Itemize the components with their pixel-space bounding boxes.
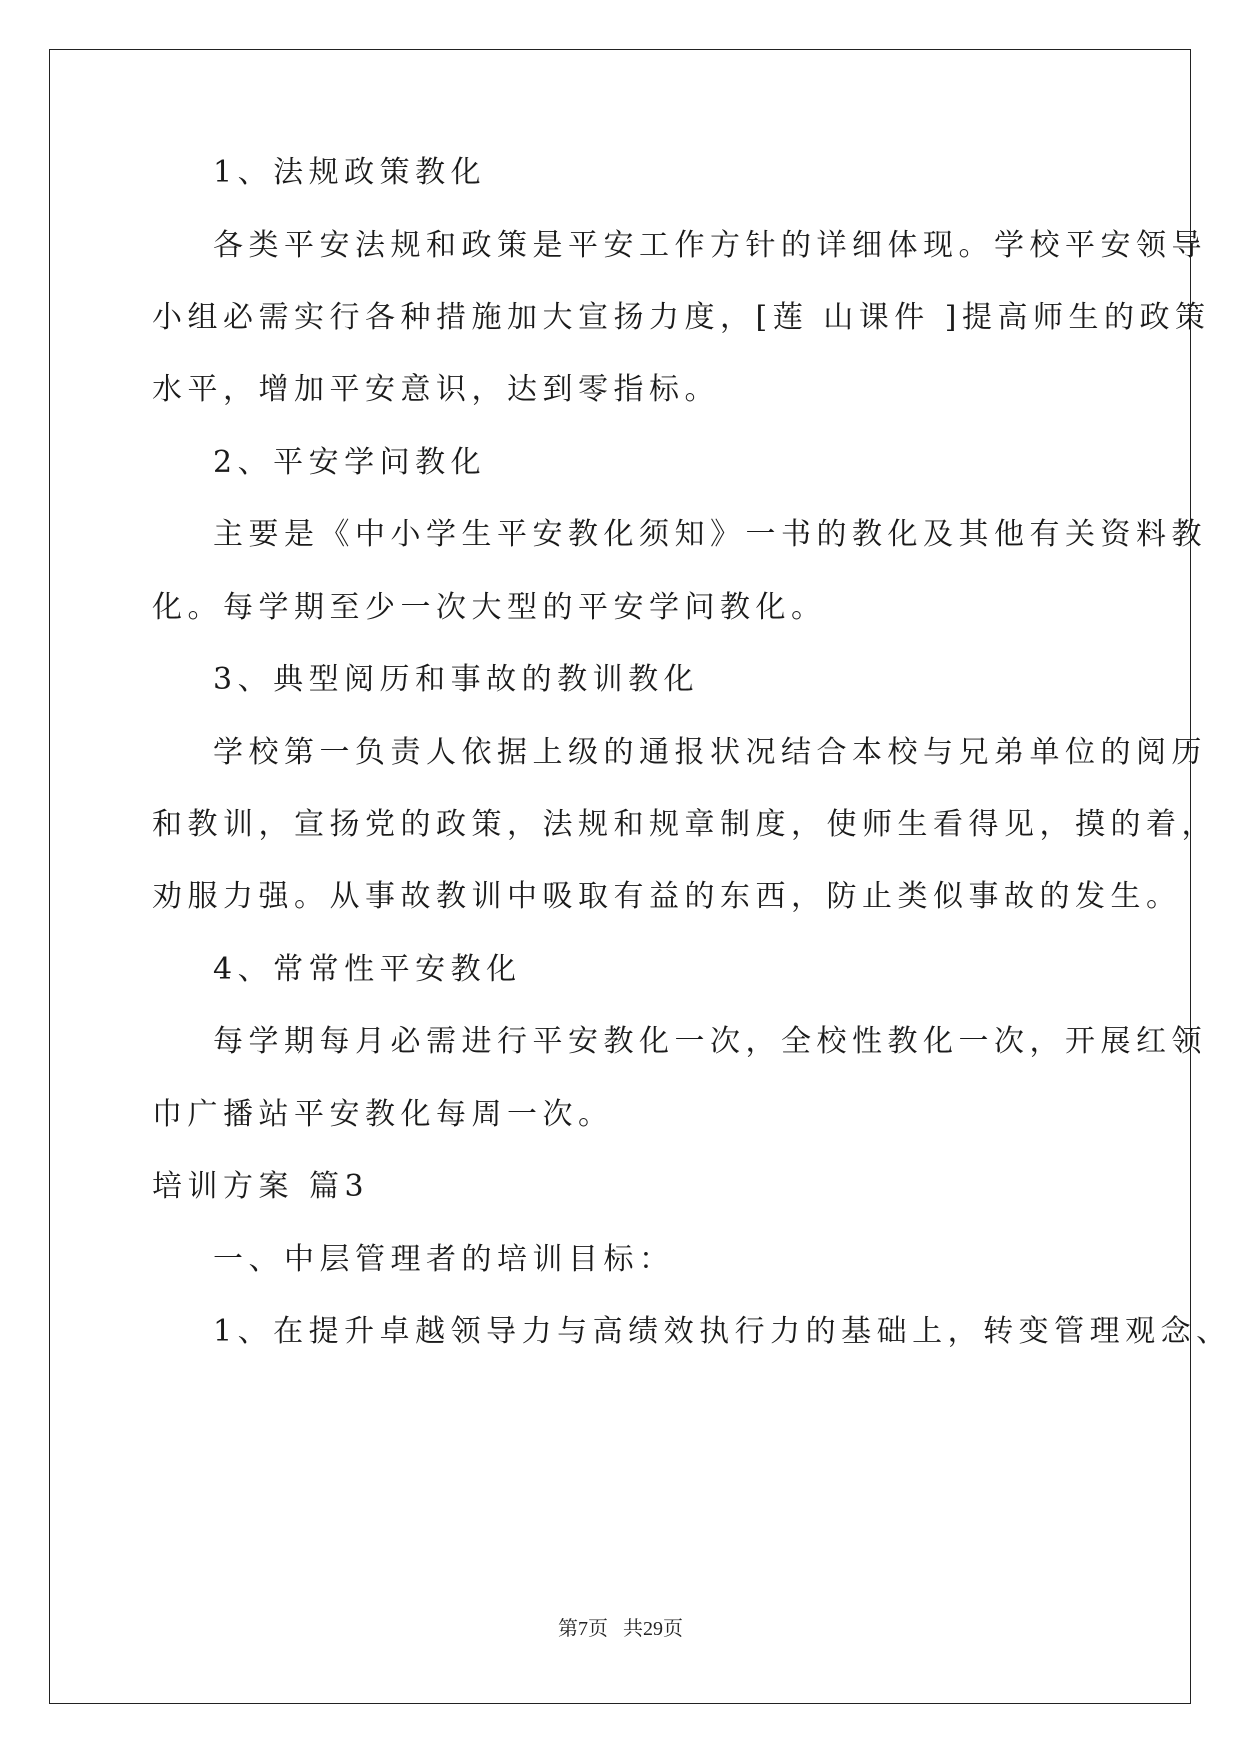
paragraph-line: 和教训，宣扬党的政策，法规和规章制度，使师生看得见，摸的着， [152,807,1217,842]
paragraph-line: 学校第一负责人依据上级的通报状况结合本校与兄弟单位的阅历 [213,735,1207,770]
paragraph-line: 巾广播站平安教化每周一次。 [152,1097,614,1132]
paragraph-line: 化。每学期至少一次大型的平安学问教化。 [152,590,827,625]
paragraph-line: 小组必需实行各种措施加大宣扬力度，[莲 山课件 ]提高师生的政策 [152,300,1211,335]
paragraph-line: 水平，增加平安意识，达到零指标。 [152,372,720,407]
paragraph-line: 劝服力强。从事故教训中吸取有益的东西，防止类似事故的发生。 [152,879,1182,914]
heading-1: 1、法规政策教化 [213,155,487,190]
subheading: 一、中层管理者的培训目标： [213,1242,675,1277]
heading-4: 4、常常性平安教化 [213,952,522,987]
paragraph-line: 1、在提升卓越领导力与高绩效执行力的基础上，转变管理观念、 [213,1314,1232,1349]
heading-2: 2、平安学问教化 [213,445,487,480]
section-title: 培训方案 篇3 [152,1169,370,1204]
paragraph-line: 各类平安法规和政策是平安工作方针的详细体现。学校平安领导 [213,228,1207,263]
paragraph-line: 每学期每月必需进行平安教化一次，全校性教化一次，开展红领 [213,1024,1207,1059]
page-number-footer: 第7页 共29页 [558,1618,683,1640]
heading-3: 3、典型阅历和事故的教训教化 [213,662,700,697]
paragraph-line: 主要是《中小学生平安教化须知》一书的教化及其他有关资料教 [213,517,1207,552]
